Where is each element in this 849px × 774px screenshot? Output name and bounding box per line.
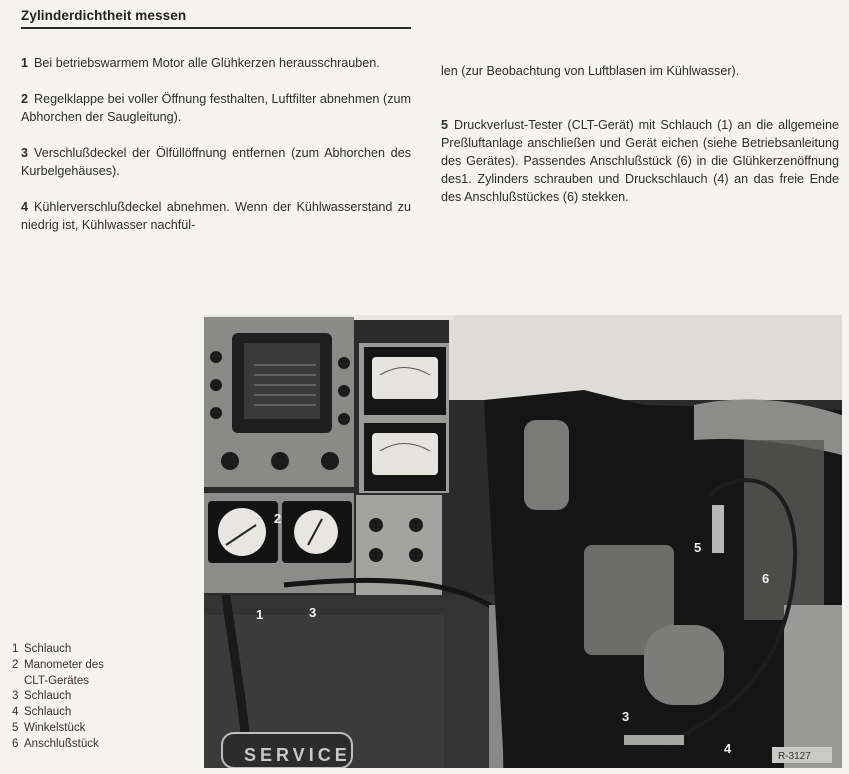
legend-item: 5 Winkelstück xyxy=(12,721,86,734)
section-title: Zylinderdichtheit messen xyxy=(21,8,187,23)
step-1: 1 Bei betriebswarmem Motor alle Glühkerzen herausschrauben. xyxy=(21,56,380,70)
figure-photo-engine-test xyxy=(204,315,842,768)
step-2: 2 Regelklappe bei voller Öffnung festhalten, Luftfilter abnehmen (zum Abhorchen der Saugleitung). xyxy=(21,92,411,124)
callout-5: 5 xyxy=(694,540,702,555)
engine-photo-illustration xyxy=(204,315,842,768)
callout-4: 4 xyxy=(724,741,732,756)
callout-1: 1 xyxy=(256,607,264,622)
callout-3b: 3 xyxy=(622,709,630,724)
svg-text:SERVICE: SERVICE xyxy=(244,745,351,765)
right-column xyxy=(441,62,839,224)
callout-6: 6 xyxy=(762,571,770,586)
legend-item: 1 Schlauch xyxy=(12,643,72,655)
legend-item: 2 Manometer des xyxy=(12,658,104,671)
callout-3a: 3 xyxy=(309,605,317,620)
figure-reference: R-3127 xyxy=(778,751,811,762)
legend-item-continued: CLT-Gerätes xyxy=(24,674,89,687)
step-4-continued: len (zur Beobachtung von Luftblasen im Kühlwasser). xyxy=(441,64,740,78)
legend-item: 3 Schlauch xyxy=(12,690,72,703)
step-3: 3 Verschlußdeckel der Ölfüllöffnung entfernen (zum Abhorchen des Kurbelgehäuses). xyxy=(21,146,411,178)
left-column xyxy=(21,54,411,252)
legend-item: 6 Anschlußstück xyxy=(12,737,99,750)
step-4: 4 Kühlerverschlußdeckel abnehmen. Wenn der Kühlwasserstand zu niedrig ist, Kühlwasser nachfül- xyxy=(21,200,411,232)
step-5: 5 Druckverlust-Tester (CLT-Gerät) mit Schlauch (1) an die allgemeine Preßluftanlage anschließen und Gerät eichen (siehe Betriebsanleitung des Gerätes). Passendes Anschlußstück (6) in die Glühkerzenöffnung des1. Zylinders schrauben und Druckschlauch (4) an das freie Ende des Anschlußstückes (6) stekken. xyxy=(441,118,839,204)
figure-legend xyxy=(12,642,104,753)
legend-item: 4 Schlauch xyxy=(12,706,72,719)
callout-2: 2 xyxy=(274,511,282,526)
section-heading xyxy=(21,8,411,29)
